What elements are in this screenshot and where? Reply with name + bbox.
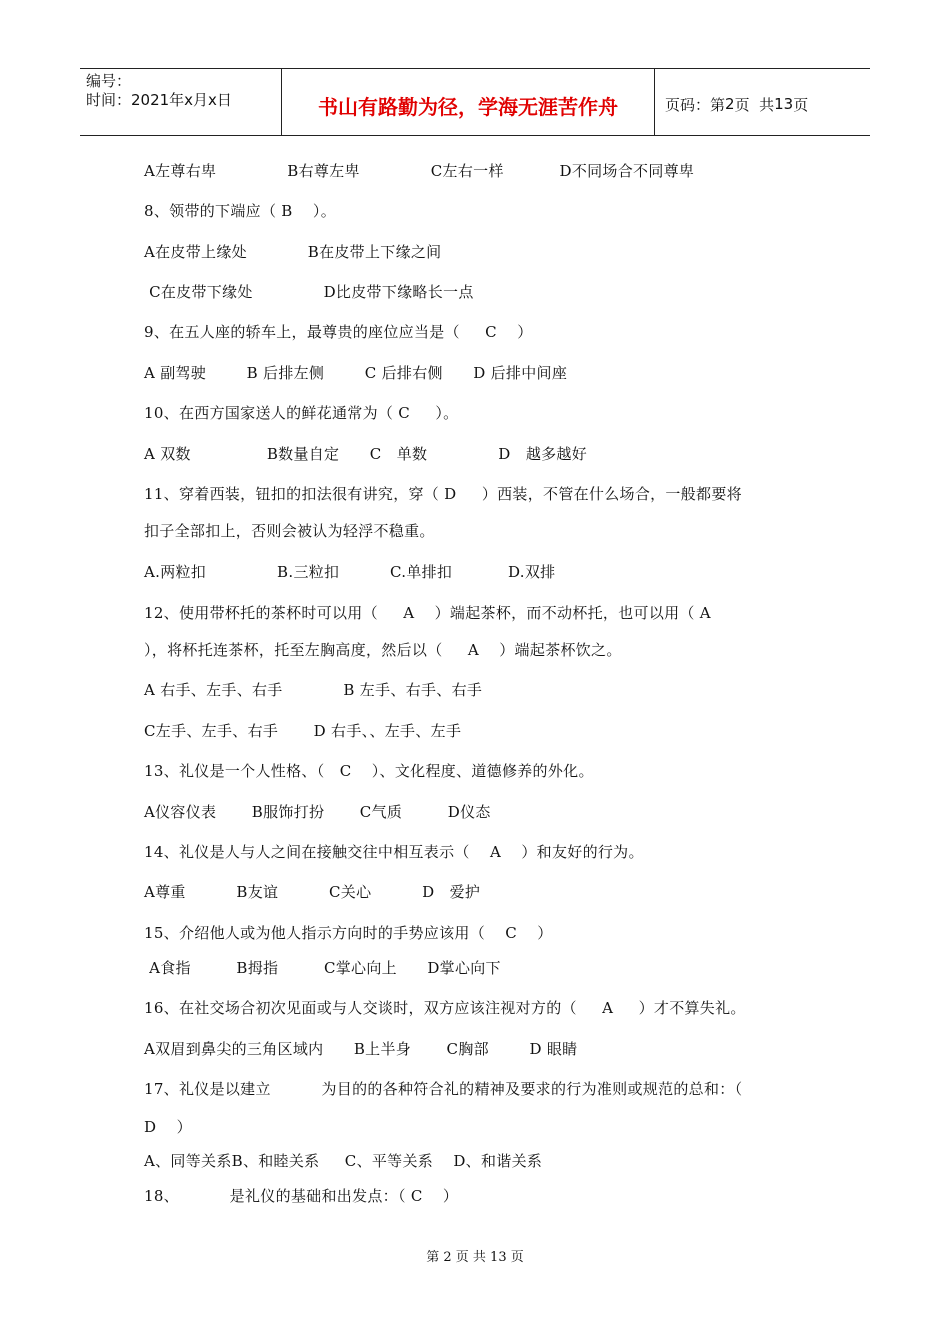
text-line: A 副驾驶 B 后排左侧 C 后排右侧 D 后排中间座 xyxy=(144,364,568,382)
text-line: 14、礼仪是人与人之间在接触交往中相互表示（ A ）和友好的行为。 xyxy=(144,843,644,861)
page-prefix: 页码：第 xyxy=(665,95,726,114)
number-label: 编号： xyxy=(86,72,132,90)
text-line: C在皮带下缘处 D比皮带下缘略长一点 xyxy=(144,283,474,301)
page-total: 13 xyxy=(774,95,794,113)
text-line: A.两粒扣 B.三粒扣 C.单排扣 D.双排 xyxy=(144,563,556,581)
text-line: A 右手、左手、右手 B 左手、右手、右手 xyxy=(144,681,483,699)
header-meta-cell xyxy=(80,69,282,135)
page-mid: 页 共 xyxy=(734,95,775,114)
text-line: A、同等关系B、和睦关系 C、平等关系 D、和谐关系 xyxy=(144,1152,543,1170)
text-line: A仪容仪表 B服饰打扮 C气质 D仪态 xyxy=(144,803,491,821)
text-line: 17、礼仪是以建立 为目的的各种符合礼的精神及要求的行为准则或规范的总和：（ xyxy=(144,1080,743,1098)
text-line: A在皮带上缘处 B在皮带上下缘之间 xyxy=(144,243,442,261)
text-line: A食指 B拇指 C掌心向上 D掌心向下 xyxy=(144,959,501,977)
page-suffix: 页 xyxy=(793,95,809,114)
text-line: C左手、左手、右手 D 右手、、左手、左手 xyxy=(144,722,462,740)
text-line: 18、 是礼仪的基础和出发点：（ C ） xyxy=(144,1187,459,1205)
text-line: 11、穿着西装，钮扣的扣法很有讲究，穿（ D ）西装，不管在什么场合，一般都要将 xyxy=(144,485,742,503)
text-line: 9、在五人座的轿车上，最尊贵的座位应当是（ C ） xyxy=(144,323,533,341)
text-line: A左尊右卑 B右尊左卑 C左右一样 D不同场合不同尊卑 xyxy=(144,162,695,180)
text-line: 13、礼仪是一个人性格、（ C ）、文化程度、道德修养的外化。 xyxy=(144,762,594,780)
text-line: A尊重 B友谊 C关心 D 爱护 xyxy=(144,883,481,901)
page-footer: 第 2 页 共 13 页 xyxy=(426,1250,524,1265)
header-page-cell xyxy=(655,69,870,135)
motto-text: 书山有路勤为径，学海无涯苦作舟 xyxy=(318,94,618,119)
header-motto-cell xyxy=(282,69,655,135)
text-line: 12、使用带杯托的茶杯时可以用（ A ）端起茶杯，而不动杯托，也可以用（ A xyxy=(144,604,711,622)
text-line: 8、领带的下端应（ B ）。 xyxy=(144,202,337,220)
text-line: A 双数 B数量自定 C 单数 D 越多越好 xyxy=(144,445,588,463)
text-line: 扣子全部扣上，否则会被认为轻浮不稳重。 xyxy=(144,522,435,540)
page-header xyxy=(80,68,870,136)
time-label: 时间：2021年x月x日 xyxy=(86,91,232,109)
text-line: 10、在西方国家送人的鲜花通常为（ C ）。 xyxy=(144,404,459,422)
text-line: 15、介绍他人或为他人指示方向时的手势应该用（ C ） xyxy=(144,924,553,942)
text-line: ），将杯托连茶杯，托至左胸高度，然后以（ A ）端起茶杯饮之。 xyxy=(144,641,622,659)
page-number: 2 xyxy=(725,95,735,113)
text-line: 16、在社交场合初次见面或与人交谈时，双方应该注视对方的（ A ）才不算失礼。 xyxy=(144,999,746,1017)
text-line: A双眉到鼻尖的三角区域内 B上半身 C胸部 D 眼睛 xyxy=(144,1040,578,1058)
text-line: D ） xyxy=(144,1118,192,1136)
